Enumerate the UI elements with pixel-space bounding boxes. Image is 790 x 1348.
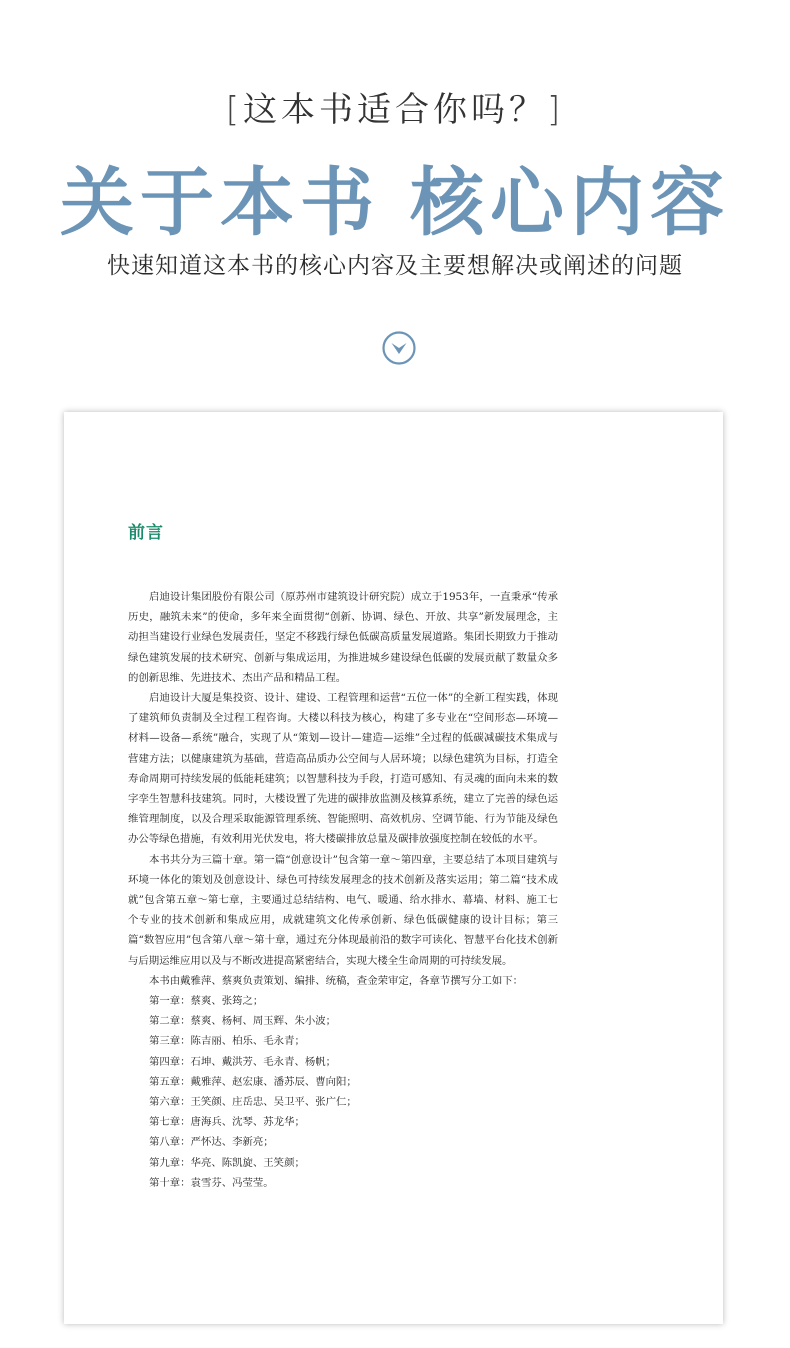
chapter-credit: 第六章：王笑颜、庄岳忠、吴卫平、张广仁； [149, 1096, 357, 1109]
chapter-credit: 第一章：蔡爽、张筠之； [149, 995, 264, 1008]
paragraph: 本书共分为三篇十章。第一篇“创意设计”包含第一章～第四章，主要总结了本项目建筑与环境一体化的策划及创意设计、绿色可持续发展理念的技术创新及落实运用；第二篇“技术成就”包含第五章～第七章，主要通过总结结构、电气、暖通、给水排水、幕墙、材料、施工七个专业的技术创新和集成应用，成就建筑文化传承创新、绿色低碳健康的设计目标；第三篇“数智应用”包含第八章～第十章，通过充分体现最前沿的数字可读化、智慧平台化技术创新与后期运维应用以及与不断改进提高紧密结合，实现大楼全生命周期的可持续发展。 [128, 853, 558, 967]
preface-heading: 前言 [128, 523, 164, 543]
subtitle: 快速知道这本书的核心内容及主要想解决或阐述的问题 [107, 253, 683, 279]
left-bracket: [ [225, 90, 243, 130]
paragraph: 启迪设计大厦是集投资、设计、建设、工程管理和运营“五位一体”的全新工程实践，体现了建筑师负责制及全过程工程咨询。大楼以科技为核心，构建了多专业在“空间形态—环境—材料—设备—系统”融合，实现了从“策划—设计—建造—运维”全过程的低碳减碳技术集成与营建方法；以健康建筑为基础，营造高品质办公空间与人居环境；以绿色建筑为目标，打造全寿命周期可持续发展的低能耗建筑；以智慧科技为手段，打造可感知、有灵魂的面向未来的数字孪生智慧科技建筑。同时，大楼设置了先进的碳排放监测及核算系统，建立了完善的绿色运维管理制度，以及合理采取能源管理系统、智能照明、高效机房、空调节能、行为节能及绿色办公等绿色措施，有效利用光伏发电，将大楼碳排放总量及碳排放强度控制在较低的水平。 [128, 692, 558, 846]
chapter-credit: 第八章：严怀达、李新亮； [149, 1136, 274, 1149]
right-bracket: ] [547, 90, 565, 130]
chapter-credit: 第二章：蔡爽、杨柯、周玉辉、朱小波； [149, 1015, 337, 1028]
chapter-credit: 第四章：石坤、戴洪芳、毛永青、杨帆； [149, 1055, 337, 1068]
chapter-credit: 第五章：戴雅萍、赵宏康、潘苏辰、曹向阳； [149, 1075, 357, 1088]
paragraph: 启迪设计集团股份有限公司（原苏州市建筑设计研究院）成立于1953年，一直秉承“传承历史，融筑未来”的使命，多年来全面贯彻“创新、协调、绿色、开放、共享”新发展理念，主动担当建设行业绿色发展责任，坚定不移践行绿色低碳高质量发展道路。集团长期致力于推动绿色建筑发展的技术研究、创新与集成运用，为推进城乡建设绿色低碳的发展贡献了数量众多的创新思维、先进技术、杰出产品和精品工程。 [128, 591, 558, 684]
title-part-core: 核心内容 [410, 160, 730, 246]
chapter-credit: 第三章：陈吉丽、柏乐、毛永青； [149, 1035, 305, 1048]
paragraph: 本书由戴雅萍、蔡爽负责策划、编排、统稿，查金荣审定，各章节撰写分工如下： [149, 974, 524, 987]
title-part-about: 关于本书 [60, 160, 380, 246]
chapter-credit: 第七章：唐海兵、沈琴、苏龙华； [149, 1116, 305, 1129]
question-text: 这本书适合你吗？ [243, 90, 547, 130]
chevron-down-circle-icon [381, 330, 417, 366]
section-title [0, 144, 790, 250]
chapter-credit: 第十章：袁雪芬、冯莹莹。 [149, 1176, 274, 1189]
book-page-preview [64, 412, 723, 1324]
intro-header [0, 0, 790, 400]
preface-body [128, 587, 558, 1193]
chapter-credit: 第九章：华亮、陈凯旋、王笑颜； [149, 1156, 305, 1169]
question-line [0, 82, 790, 131]
